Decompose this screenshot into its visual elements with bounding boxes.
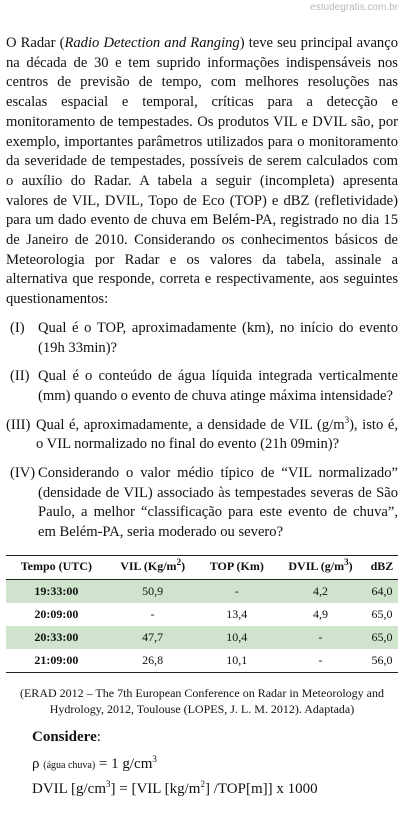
question-text bbox=[36, 416, 398, 455]
header-dbz: dBZ bbox=[366, 555, 398, 579]
header-dvil-text: DVIL (g/m bbox=[288, 558, 345, 573]
superscript: 3 bbox=[106, 778, 111, 789]
cell-vil: - bbox=[150, 606, 155, 621]
cell-top: 13,4 bbox=[226, 606, 248, 621]
question-body bbox=[6, 34, 398, 798]
superscript: 2 bbox=[200, 778, 205, 789]
header-top: TOP (Km) bbox=[199, 555, 276, 579]
cell-dvil: 4,2 bbox=[275, 579, 366, 603]
consider-colon: : bbox=[96, 728, 101, 745]
dvil-formula bbox=[6, 778, 398, 798]
intro-paragraph bbox=[6, 34, 398, 310]
header-dvil-end: ) bbox=[348, 558, 353, 573]
radar-acronym-expansion: Radio Detection and Ranging bbox=[64, 35, 240, 51]
cell-vil: 50,9 bbox=[107, 579, 199, 603]
cell-time: 20:09:00 bbox=[34, 606, 79, 621]
cell-top: - bbox=[199, 579, 276, 603]
question-item-4 bbox=[6, 464, 398, 543]
question-item-3 bbox=[6, 416, 398, 455]
question-text-part: ), isto é, o VIL normalizado no final do evento (21h 09min)? bbox=[36, 416, 398, 453]
cell-dbz: 56,0 bbox=[366, 649, 398, 673]
cell-dvil: - bbox=[275, 649, 366, 673]
density-formula bbox=[6, 753, 398, 773]
question-number: (IV) bbox=[10, 465, 36, 482]
header-vil-end: ) bbox=[181, 558, 186, 573]
table-header-row bbox=[6, 555, 398, 579]
cell-time: 20:33:00 bbox=[6, 626, 107, 649]
formula-part: ] = [VIL [kg/m bbox=[110, 780, 201, 797]
header-vil bbox=[107, 555, 199, 579]
question-text-part: Qual é, aproximadamente, a densidade de VIL (g/m bbox=[36, 416, 345, 433]
question-number: (II) bbox=[10, 368, 30, 385]
question-item-2 bbox=[6, 367, 398, 406]
superscript: 3 bbox=[152, 753, 157, 764]
superscript: 2 bbox=[176, 556, 182, 567]
question-number: (III) bbox=[6, 416, 31, 433]
header-vil-text: VIL (Kg/m bbox=[120, 558, 177, 573]
question-text: Qual é o TOP, aproximadamente (km), no início do evento (19h 33min)? bbox=[38, 319, 398, 356]
question-number: (I) bbox=[10, 319, 25, 336]
cell-time: 21:09:00 bbox=[6, 649, 107, 673]
header-dvil bbox=[275, 555, 366, 579]
formula-part: ] /TOP[m]] x 1000 bbox=[204, 780, 318, 797]
cell-dbz: 64,0 bbox=[366, 579, 398, 603]
cell-dbz: 65,0 bbox=[371, 606, 393, 621]
radar-data-table bbox=[6, 555, 398, 673]
intro-text-rest: ) teve seu principal avanço na década de 30 e tem suprido informações indispensáveis nos centros de previsão de tempo, com melhores resoluções nas escalas espacial e temporal, críticas para a detecção e monitoramento de tempestades. Os produtos VIL e DVIL são, por exemplo, importantes parâmetros utilizados para o monitoramento da severidade de tempestades, possíveis de serem calculados com o auxílio do Radar. A tabela a seguir (incompleta) apresenta valores de VIL, DVIL, Topo de Eco (TOP) e dBZ (refletividade) para um dado evento de chuva em Belém-PA, registrado no dia 15 de Janeiro de 2010. Considerando os conhecimentos básicos de Meteorologia por Radar e os valores da tabela, assinale a alternativa que responde, correta e respectivamente, aos seguintes questionamentos: bbox=[6, 35, 398, 308]
table-row bbox=[6, 649, 398, 673]
table-row bbox=[6, 579, 398, 603]
cell-top: 10,1 bbox=[199, 649, 276, 673]
superscript: 3 bbox=[344, 414, 350, 425]
cell-vil: 47,7 bbox=[107, 626, 199, 649]
rho-symbol: ρ bbox=[32, 755, 40, 772]
question-item-1 bbox=[6, 319, 398, 358]
question-text: Considerando o valor médio típico de “VIL normalizado” (densidade de VIL) associado às tempestades severas de São Paulo, a melhor “classificação para este evento de chuva”, em Belém-PA, seria moderado ou severo? bbox=[38, 465, 398, 541]
cell-dvil: - bbox=[275, 626, 366, 649]
cell-dvil: 4,9 bbox=[312, 606, 328, 621]
table-row bbox=[6, 626, 398, 649]
consider-heading: Considere bbox=[32, 728, 97, 745]
formula-part: DVIL [g/cm bbox=[32, 780, 107, 797]
cell-vil: 26,8 bbox=[107, 649, 199, 673]
intro-text-start: O Radar ( bbox=[6, 35, 65, 51]
consider-label bbox=[6, 729, 398, 746]
source-citation: (ERAD 2012 – The 7th European Conference on Radar in Meteorology and Hydrology, 2012, Toulouse (LOPES, J. L. M. 2012). Adaptada) bbox=[19, 685, 384, 716]
watermark: estudegratis.com.br bbox=[310, 2, 398, 13]
rho-subscript: (água chuva) bbox=[43, 759, 96, 771]
cell-dbz: 65,0 bbox=[366, 626, 398, 649]
question-text: Qual é o conteúdo de água líquida integrada verticalmente (mm) quando o evento de chuva atinge máxima intensidade? bbox=[38, 368, 398, 404]
superscript: 3 bbox=[344, 556, 349, 567]
cell-top: 10,4 bbox=[199, 626, 276, 649]
rho-value: = 1 g/cm bbox=[95, 755, 153, 772]
table-row bbox=[6, 603, 398, 626]
cell-time: 19:33:00 bbox=[6, 579, 107, 603]
header-time: Tempo (UTC) bbox=[6, 555, 107, 579]
